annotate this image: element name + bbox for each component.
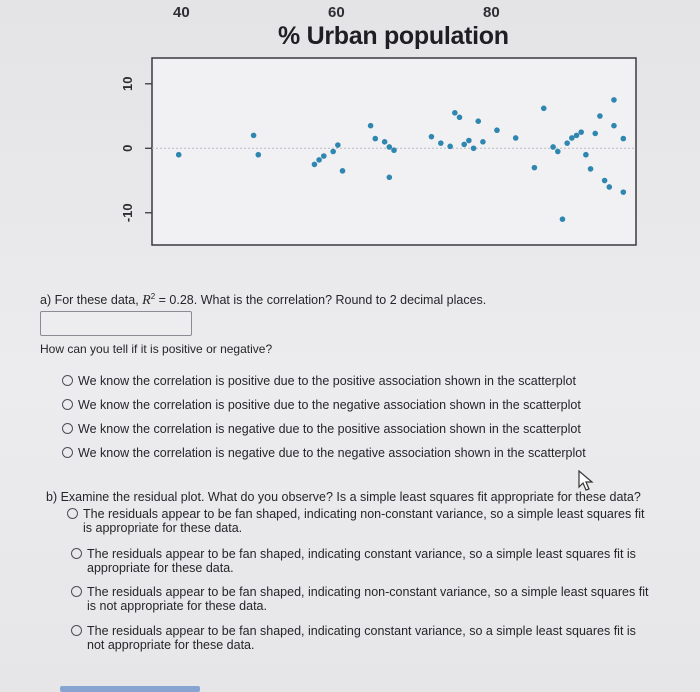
residual-point (255, 152, 261, 158)
radio-button[interactable] (62, 447, 73, 458)
correlation-answer-input[interactable] (40, 311, 192, 336)
option-line-1: The residuals appear to be fan shaped, indicating constant variance, so a simple least squares fit is (87, 624, 636, 638)
residual-point (602, 178, 608, 184)
residual-point (321, 153, 327, 159)
option-line-1: The residuals appear to be fan shaped, indicating constant variance, so a simple least squares fit is (87, 547, 636, 561)
residual-point (621, 136, 627, 142)
option-label: We know the correlation is positive due to the negative association shown in the scatterplot (78, 398, 581, 412)
residual-point (251, 133, 257, 139)
option-label (87, 624, 636, 652)
residual-point (312, 162, 318, 168)
residual-point (475, 118, 481, 124)
part-a-option-1[interactable] (62, 374, 576, 388)
residual-point (461, 142, 467, 148)
mouse-pointer-icon (578, 470, 594, 492)
part-a-prefix: a) For these data, (40, 293, 139, 308)
part-b-option-3[interactable] (71, 585, 648, 613)
option-line-1: The residuals appear to be fan shaped, indicating non-constant variance, so a simple least squares fit (83, 507, 645, 521)
residual-point (588, 166, 594, 172)
residual-point (541, 105, 547, 111)
residual-point (316, 157, 322, 163)
option-label: We know the correlation is positive due to the positive association shown in the scatterplot (78, 374, 576, 388)
y-tick-label: -10 (120, 203, 135, 223)
residual-point (606, 184, 612, 190)
part-a-option-3[interactable] (62, 422, 581, 436)
residual-point (494, 127, 500, 133)
option-line-2: appropriate for these data. (87, 561, 234, 575)
sign-question: How can you tell if it is positive or negative? (40, 342, 273, 356)
residual-point (466, 138, 472, 144)
residual-point (480, 139, 486, 145)
option-line-1: The residuals appear to be fan shaped, indicating non-constant variance, so a simple least squares fit (87, 585, 649, 599)
option-label (87, 547, 636, 575)
option-line-2: not appropriate for these data. (87, 638, 255, 652)
part-b-option-4[interactable] (71, 624, 636, 652)
option-line-2: is appropriate for these data. (83, 521, 243, 535)
residual-point (438, 140, 444, 146)
residual-point (340, 168, 346, 174)
option-label: We know the correlation is negative due to the negative association shown in the scatterplot (78, 446, 586, 460)
residual-point (578, 129, 584, 135)
residual-point (387, 144, 393, 150)
part-a-question-rest: = 0.28. What is the correlation? Round to 2 decimal places. (158, 293, 487, 308)
x-tick-label: 80 (483, 4, 500, 21)
x-tick-label: 40 (173, 4, 190, 21)
residual-point (372, 136, 378, 142)
residual-point (555, 149, 561, 155)
radio-button[interactable] (62, 423, 73, 434)
residual-plot (100, 55, 640, 255)
residual-point (471, 145, 477, 151)
option-label: We know the correlation is negative due to the positive association shown in the scatterplot (78, 422, 581, 436)
residual-point (335, 142, 341, 148)
residual-point (429, 134, 435, 140)
residual-point (447, 144, 453, 150)
option-label (83, 507, 644, 535)
residual-point (611, 123, 617, 129)
residual-point (550, 144, 556, 150)
residual-point (176, 152, 182, 158)
radio-button[interactable] (67, 508, 78, 519)
part-b-question: b) Examine the residual plot. What do you observe? Is a simple least squares fit appropriate for these data? (46, 490, 641, 504)
y-tick-label: 10 (120, 76, 135, 92)
part-b-option-2[interactable] (71, 547, 636, 575)
residual-point (621, 189, 627, 195)
residual-point (597, 113, 603, 119)
part-a-option-4[interactable] (62, 446, 586, 460)
residual-point (560, 216, 566, 222)
x-tick-label: 60 (328, 4, 345, 21)
option-line-2: is not appropriate for these data. (87, 599, 267, 613)
residual-point (574, 133, 580, 139)
residual-point (457, 115, 463, 121)
y-tick-label: 0 (120, 144, 135, 152)
part-b-option-1[interactable] (67, 507, 644, 535)
radio-button[interactable] (71, 625, 82, 636)
residual-point (387, 174, 393, 180)
r2-power: 2 (150, 292, 156, 301)
r2-symbol: R (142, 293, 151, 309)
residual-point (368, 123, 374, 129)
x-axis-title: % Urban population (278, 22, 509, 50)
y-axis (120, 77, 152, 223)
residual-point (452, 110, 458, 116)
part-a-option-2[interactable] (62, 398, 581, 412)
radio-button[interactable] (71, 586, 82, 597)
residual-point (391, 147, 397, 153)
radio-button[interactable] (62, 375, 73, 386)
radio-button[interactable] (62, 399, 73, 410)
residual-point (564, 140, 570, 146)
residual-point (382, 139, 388, 145)
residual-point (583, 152, 589, 158)
residual-point (513, 135, 519, 141)
residual-point (330, 149, 336, 155)
option-label (87, 585, 648, 613)
residual-point (532, 165, 538, 171)
part-a-question (40, 292, 486, 309)
residual-point (611, 97, 617, 103)
bottom-button-edge (60, 686, 200, 692)
residual-point (592, 131, 598, 137)
radio-button[interactable] (71, 548, 82, 559)
